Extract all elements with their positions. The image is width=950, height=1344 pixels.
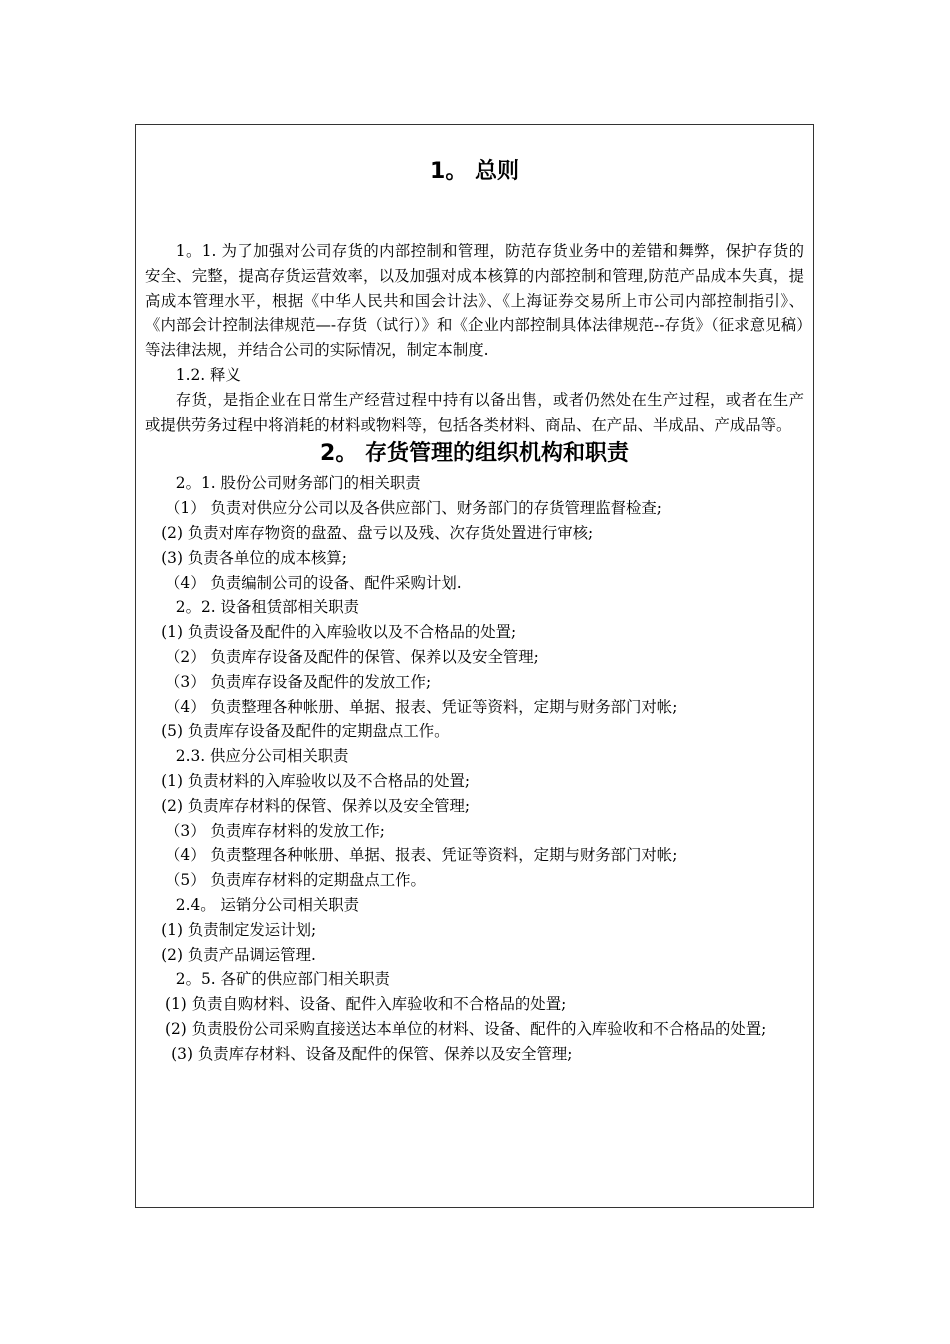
document-frame	[135, 124, 814, 1208]
section-1-heading: 1。 总则	[430, 159, 519, 184]
list-item: (2) 负责股份公司采购直接送达本单位的材料、设备、配件的入库验收和不合格品的处置;	[165, 1019, 767, 1038]
paragraph-2-4-title: 2.4。 运销分公司相关职责	[175, 895, 360, 914]
list-item: （4） 负责编制公司的设备、配件采购计划.	[165, 573, 462, 592]
list-item: (2) 负责对库存物资的盘盈、盘亏以及残、次存货处置进行审核;	[161, 523, 594, 542]
list-item: (1) 负责自购材料、设备、配件入库验收和不合格品的处置;	[165, 995, 567, 1014]
paragraph-2-3-title: 2.3. 供应分公司相关职责	[175, 747, 349, 766]
list-item: （3） 负责库存设备及配件的发放工作;	[165, 672, 432, 691]
list-item: (1) 负责设备及配件的入库验收以及不合格品的处置;	[161, 623, 517, 642]
paragraph-1-1: 1。1. 为了加强对公司存货的内部控制和管理，防范存货业务中的差错和舞弊，保护存货的安全、完整，提高存货运营效率，以及加强对成本核算的内部控制和管理,防范产品成本失真，提高成本管理水平，根据《中华人民共和国会计法》、《上海证券交易所上市公司内部控制指引》、《内部会计控制法律规范—-存货（试行）》和《企业内部控制具体法律规范--存货》（征求意见稿）等法律法规，并结合公司的实际情况，制定本制度.	[145, 242, 804, 360]
paragraph-2-1-title: 2。1. 股份公司财务部门的相关职责	[175, 474, 421, 493]
list-item: （2） 负责库存设备及配件的保管、保养以及安全管理;	[165, 647, 539, 666]
paragraph-2-2-title: 2。2. 设备租赁部相关职责	[175, 598, 360, 617]
list-item: (1) 负责制定发运计划;	[161, 920, 317, 939]
paragraph-1-2-body: 存货，是指企业在日常生产经营过程中持有以备出售，或者仍然处在生产过程，或者在生产或提供劳务过程中将消耗的材料或物料等，包括各类材料、商品、在产品、半成品、产成品等。	[145, 390, 804, 434]
list-item: (3) 负责库存材料、设备及配件的保管、保养以及安全管理;	[171, 1044, 573, 1063]
list-item: （3） 负责库存材料的发放工作;	[165, 821, 385, 840]
list-item: （5） 负责库存材料的定期盘点工作。	[165, 871, 426, 890]
list-item: (2) 负责库存材料的保管、保养以及安全管理;	[161, 796, 471, 815]
list-item: (5) 负责库存设备及配件的定期盘点工作。	[161, 722, 450, 741]
paragraph-2-5-title: 2。5. 各矿的供应部门相关职责	[175, 970, 390, 989]
list-item: (1) 负责材料的入库验收以及不合格品的处置;	[161, 771, 471, 790]
list-item: (3) 负责各单位的成本核算;	[161, 548, 347, 567]
document-body	[136, 157, 813, 1067]
list-item: （4） 负责整理各种帐册、单据、报表、凭证等资料，定期与财务部门对帐;	[165, 846, 678, 865]
list-item: （4） 负责整理各种帐册、单据、报表、凭证等资料，定期与财务部门对帐;	[165, 697, 678, 716]
list-item: (2) 负责产品调运管理.	[161, 945, 316, 964]
paragraph-1-2-title: 1.2. 释义	[175, 365, 241, 384]
section-2-heading: 2。 存货管理的组织机构和职责	[320, 441, 629, 467]
list-item: （1） 负责对供应分公司以及各供应部门、财务部门的存货管理监督检查;	[165, 499, 662, 518]
